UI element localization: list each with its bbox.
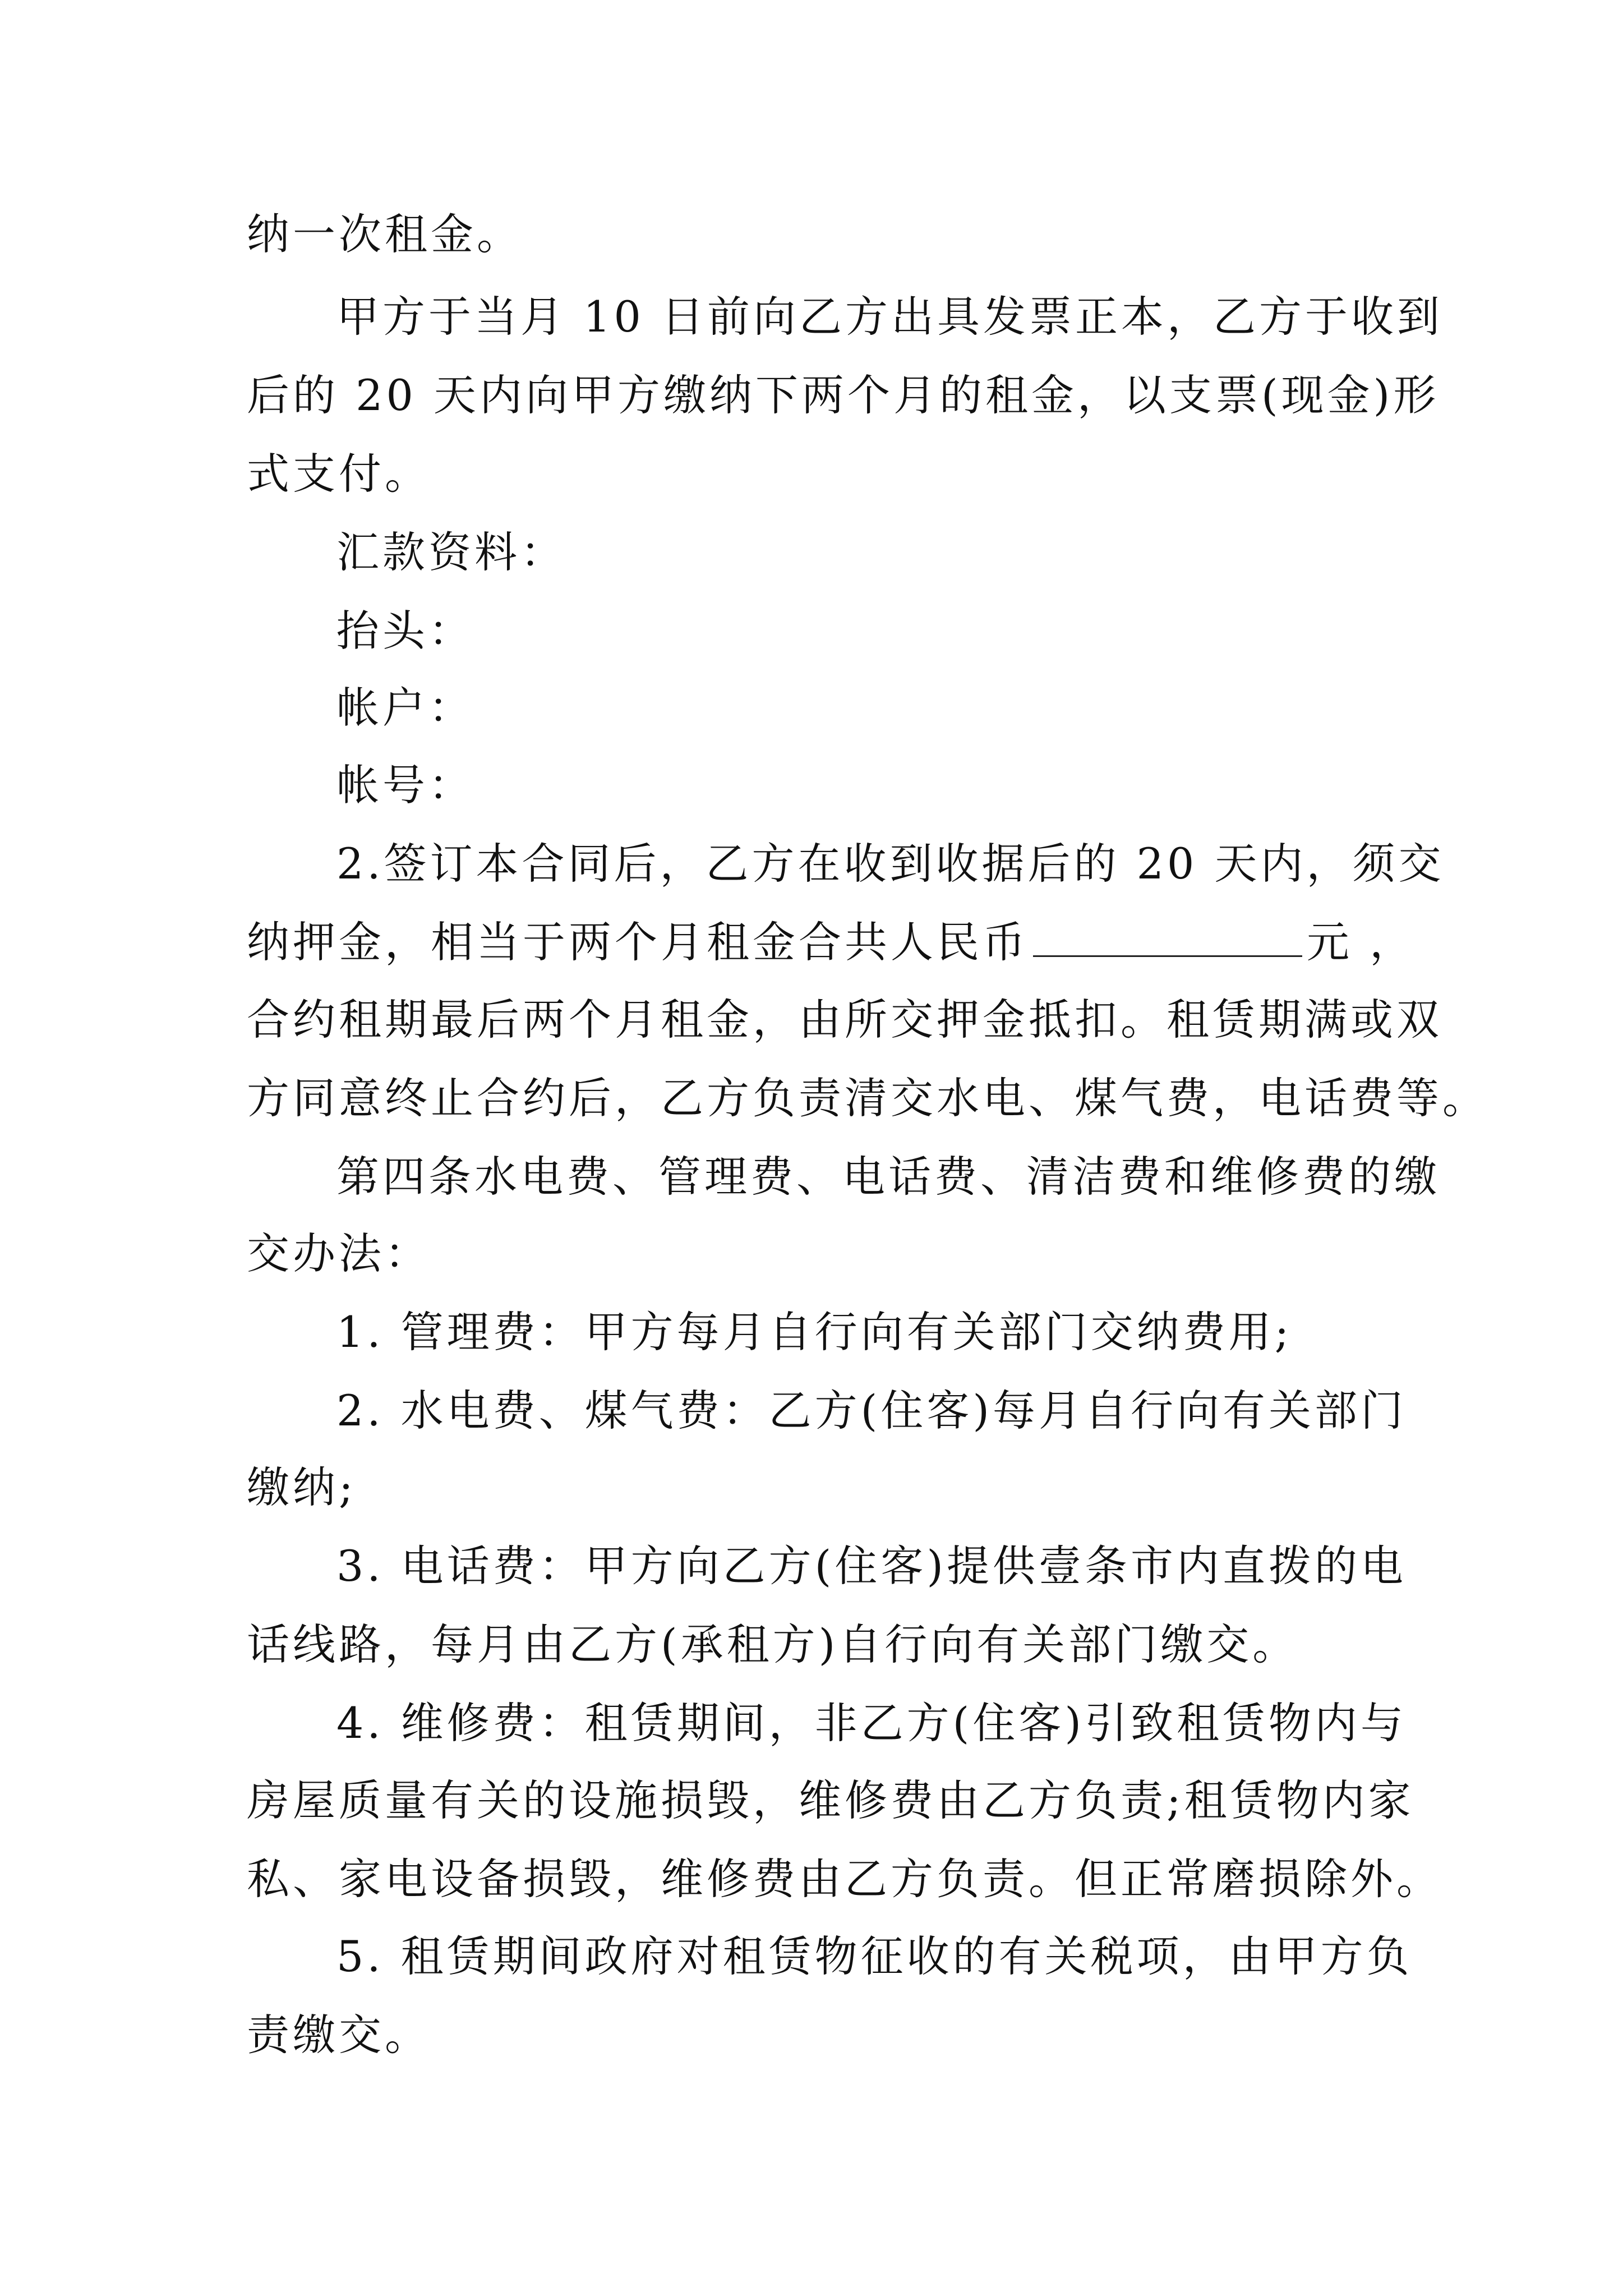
text-line: 责缴交。 — [247, 2010, 431, 2060]
text-line: 后的 20 天内向甲方缴纳下两个月的租金，以支票(现金)形 — [247, 370, 1440, 420]
text-line: 第四条水电费、管理费、电话费、清洁费和维修费的缴 — [336, 1152, 1440, 1202]
text-line: 交办法： — [247, 1228, 431, 1278]
text-line: 纳一次租金。 — [247, 209, 523, 259]
text-segment: 元 ， — [1307, 917, 1416, 967]
text-line: 方同意终止合约后，乙方负责清交水电、煤气费，电话费等。 — [247, 1073, 1488, 1123]
text-line: 帐户： — [336, 683, 474, 733]
text-line: 1. 管理费：甲方每月自行向有关部门交纳费用; — [336, 1307, 1293, 1357]
amount-blank — [1033, 916, 1302, 957]
text-line: 式支付。 — [247, 449, 431, 499]
text-line: 私、家电设备损毁，维修费由乙方负责。但正常磨损除外。 — [247, 1854, 1442, 1904]
text-line: 话线路，每月由乙方(承租方)自行向有关部门缴交。 — [247, 1619, 1299, 1669]
text-line: 缴纳; — [247, 1462, 357, 1512]
text-line: 帐号： — [336, 760, 474, 810]
text-line: 2.签订本合同后，乙方在收到收据后的 20 天内，须交 — [336, 839, 1445, 889]
text-line: 甲方于当月 10 日前向乙方出具发票正本，乙方于收到 — [336, 292, 1444, 342]
text-line: 5. 租赁期间政府对租赁物征收的有关税项，由甲方负 — [336, 1931, 1413, 1981]
text-line: 2. 水电费、煤气费：乙方(住客)每月自行向有关部门 — [336, 1386, 1407, 1435]
text-line: 4. 维修费：租赁期间，非乙方(住客)引致租赁物内与 — [336, 1698, 1407, 1748]
text-line: 汇款资料： — [336, 527, 566, 577]
text-segment: 纳押金，相当于两个月租金合共人民币 — [247, 917, 1029, 967]
text-line: 合约租期最后两个月租金，由所交押金抵扣。租赁期满或双 — [247, 995, 1442, 1045]
text-line: 抬头： — [336, 606, 474, 656]
deposit-line — [247, 914, 1416, 970]
text-line: 房屋质量有关的设施损毁，维修费由乙方负责;租赁物内家 — [247, 1775, 1414, 1825]
text-line: 3. 电话费：甲方向乙方(住客)提供壹条市内直拨的电 — [336, 1541, 1407, 1591]
